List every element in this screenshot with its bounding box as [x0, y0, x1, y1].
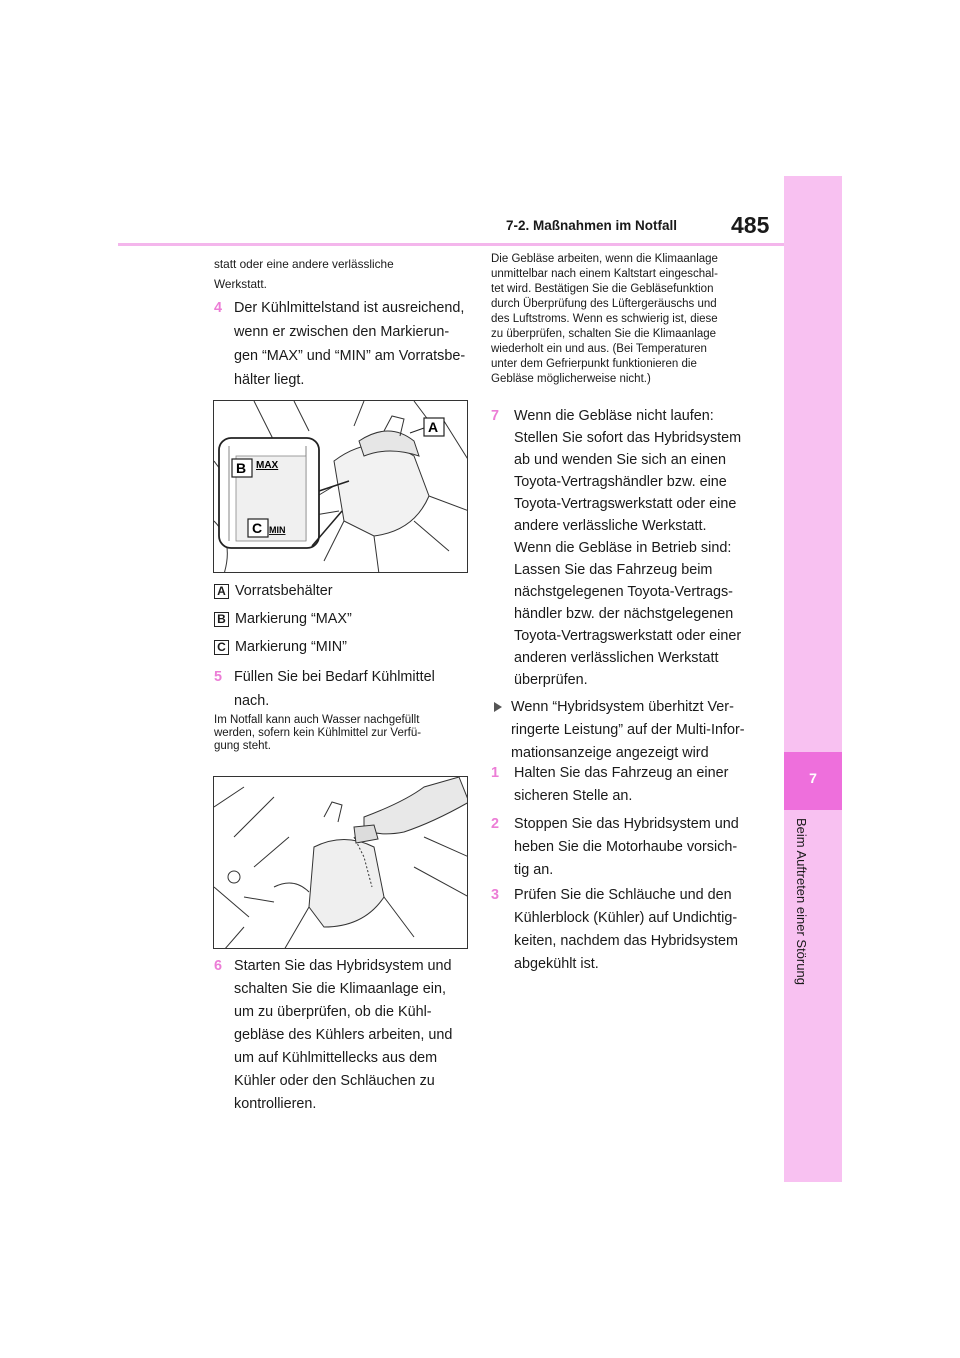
text-line: Toyota-Vertragswerkstatt oder eine [514, 496, 737, 512]
text-line: um zu überprüfen, ob die Kühl- [234, 1004, 432, 1020]
step-number: 2 [491, 816, 500, 832]
legend-key-c: C [214, 640, 229, 655]
legend-key-b: B [214, 612, 229, 627]
chapter-number: 7 [809, 770, 817, 786]
text-line: nächstgelegenen Toyota-Vertrags- [514, 584, 733, 600]
text-line: nach. [234, 693, 270, 709]
step-1 [491, 762, 761, 808]
text-line: ringerte Leistung” auf der Multi-Infor- [511, 722, 745, 738]
text-line: ab und wenden Sie sich an einen [514, 452, 727, 468]
header-divider [118, 243, 784, 246]
text-line: Toyota-Vertragswerkstatt oder einer [514, 628, 742, 644]
step-3 [491, 884, 761, 976]
text-line: keiten, nachdem das Hybridsystem [514, 933, 738, 949]
legend-text: Markierung “MAX” [235, 611, 352, 627]
step-7 [491, 405, 761, 695]
text-line: Lassen Sie das Fahrzeug beim [514, 562, 713, 578]
min-mark-text: MIN [269, 525, 286, 535]
text-line: mationsanzeige angezeigt wird [511, 745, 709, 761]
text-line: Die Gebläse arbeiten, wenn die Klimaanlage [491, 253, 718, 265]
step-number: 4 [214, 300, 223, 316]
text-line: unmittelbar nach einem Kaltstart eingeschal- [491, 268, 718, 280]
text-line: schalten Sie die Klimaanlage ein, [234, 981, 446, 997]
step-number: 3 [491, 887, 500, 903]
text-line: unter dem Gefrierpunkt funktionieren die [491, 358, 697, 370]
label-c-callout [248, 519, 268, 537]
overheat-bullet [491, 696, 761, 762]
step-6 [214, 955, 474, 1125]
text-line: händler bzw. der nächstgelegenen [514, 606, 734, 622]
step-number: 7 [491, 408, 500, 424]
text-line: tet wird. Bestätigen Sie die Gebläsefunktion [491, 283, 714, 295]
step-number: 5 [214, 669, 223, 685]
text-line: des Luftstroms. Wenn es schwierig ist, diese [491, 313, 718, 325]
section-title: 7-2. Maßnahmen im Notfall [506, 218, 678, 233]
step-4 [214, 297, 474, 387]
coolant-refill-illustration [213, 776, 468, 949]
text-line: anderen verlässlichen Werkstatt [514, 650, 719, 666]
text-line: abgekühlt ist. [514, 956, 599, 972]
text-line: Gebläse möglicherweise nicht.) [491, 373, 651, 385]
text-line: Wenn die Gebläse nicht laufen: [514, 408, 714, 424]
label-b-callout [232, 459, 252, 477]
coolant-reservoir-illustration [213, 400, 468, 573]
text-line: andere verlässliche Werkstatt. [514, 518, 707, 534]
text-line: Der Kühlmittelstand ist ausreichend, [234, 300, 465, 316]
coolant-refill-drawing [214, 777, 468, 949]
legend-text: Vorratsbehälter [235, 583, 333, 599]
text-line: Halten Sie das Fahrzeug an einer [514, 765, 729, 781]
water-note [214, 714, 474, 762]
legend-text: Markierung “MIN” [235, 639, 347, 655]
text-line: überprüfen. [514, 672, 588, 688]
text-line: Im Notfall kann auch Wasser nachgefüllt [214, 714, 420, 726]
text-line: sicheren Stelle an. [514, 788, 633, 804]
text-line: Kühlerblock (Kühler) auf Undichtig- [514, 910, 738, 926]
text-line: statt oder eine andere verlässliche [214, 257, 394, 271]
coolant-reservoir-drawing [214, 401, 468, 573]
triangle-bullet-icon [494, 702, 502, 712]
legend-item-c [214, 639, 347, 655]
text-line: durch Überprüfung des Lüftergeräuschs und [491, 298, 717, 310]
label-b: B [236, 460, 247, 476]
text-line: Stoppen Sie das Hybridsystem und [514, 816, 739, 832]
label-a: A [428, 419, 439, 435]
text-line: tig an. [514, 862, 554, 878]
text-line: um auf Kühlmittellecks aus dem [234, 1050, 438, 1066]
chapter-side-tab [784, 176, 842, 1182]
text-line: Wenn “Hybridsystem überhitzt Ver- [511, 699, 734, 715]
step-number: 1 [491, 765, 500, 781]
text-line: kontrollieren. [234, 1096, 317, 1112]
text-line: hälter liegt. [234, 372, 305, 388]
text-line: wenn er zwischen den Markierun- [234, 324, 450, 340]
text-line: Kühler oder den Schläuchen zu [234, 1073, 435, 1089]
text-line: Toyota-Vertragshändler bzw. eine [514, 474, 727, 490]
text-line: Wenn die Gebläse in Betrieb sind: [514, 540, 732, 556]
text-line: werden, sofern kein Kühlmittel zur Verfü- [214, 727, 422, 739]
chapter-title: Beim Auftreten einer Störung [794, 818, 809, 985]
text-line: Werkstatt. [214, 277, 267, 291]
step-2 [491, 813, 761, 883]
label-a-callout [410, 418, 444, 436]
text-line: Prüfen Sie die Schläuche und den [514, 887, 732, 903]
text-line: wiederholt ein und aus. (Bei Temperaturen [491, 343, 707, 355]
page-number: 485 [731, 212, 770, 238]
text-line: heben Sie die Motorhaube vorsich- [514, 839, 738, 855]
legend-item-b [214, 611, 352, 627]
text-line: zu überprüfen, schalten Sie die Klimaanlage [491, 328, 717, 340]
text-line: gen “MAX” und “MIN” am Vorratsbe- [234, 348, 466, 364]
text-line: Stellen Sie sofort das Hybridsystem [514, 430, 742, 446]
label-c: C [252, 520, 263, 536]
blower-note [491, 253, 761, 399]
text-line: gung steht. [214, 740, 271, 752]
max-mark-text: MAX [256, 460, 279, 471]
legend-key-a: A [214, 584, 229, 599]
text-line: Starten Sie das Hybridsystem und [234, 958, 452, 974]
intro-text [214, 256, 474, 296]
step-5 [214, 666, 474, 712]
legend-item-a [214, 583, 333, 599]
text-line: gebläse des Kühlers arbeiten, und [234, 1027, 453, 1043]
text-line: Füllen Sie bei Bedarf Kühlmittel [234, 669, 435, 685]
step-number: 6 [214, 958, 223, 974]
